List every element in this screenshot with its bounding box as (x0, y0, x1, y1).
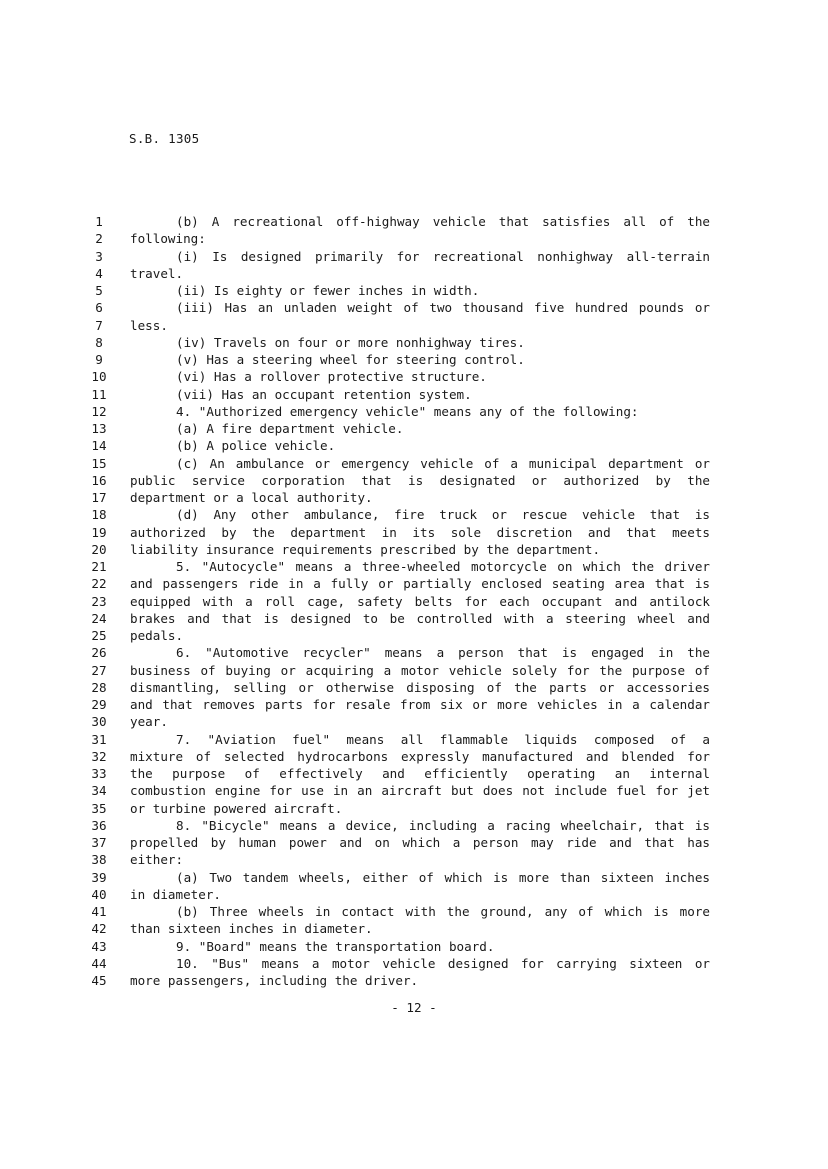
line-text: department or a local authority. (130, 490, 373, 505)
line-number: 23 (91, 593, 107, 609)
line-number: 9 (95, 352, 103, 367)
bill-text-body (0, 213, 828, 989)
text-line (0, 903, 828, 920)
line-text: pedals. (130, 628, 184, 643)
text-line (0, 748, 828, 765)
text-line (0, 489, 828, 506)
line-text: (vi) Has a rollover protective structure. (176, 369, 487, 385)
text-line (0, 575, 828, 592)
line-number: 28 (91, 679, 107, 695)
text-line (0, 351, 828, 368)
line-text: and that removes parts for resale from six or more vehicles in a calendar (130, 697, 710, 712)
line-text: either: (130, 852, 184, 868)
text-line (0, 472, 828, 489)
line-number: 26 (91, 645, 107, 661)
line-number: 4 (95, 265, 103, 281)
line-number: 27 (91, 662, 107, 678)
line-text: combustion engine for use in an aircraft but does not include fuel for jet (130, 783, 710, 799)
text-line (0, 817, 828, 834)
text-line (0, 403, 828, 420)
line-number: 15 (91, 455, 107, 471)
line-text: public service corporation that is designated or authorized by the (130, 472, 710, 488)
line-number: 3 (95, 248, 103, 264)
text-line (0, 834, 828, 851)
text-line (0, 455, 828, 472)
line-text: (v) Has a steering wheel for steering control. (176, 352, 525, 367)
text-line (0, 851, 828, 868)
bill-number-header: S.B. 1305 (129, 131, 200, 146)
text-line (0, 506, 828, 523)
line-text: (a) Two tandem wheels, either of which is more than sixteen inches (176, 869, 710, 885)
line-number: 43 (91, 938, 107, 954)
text-line (0, 869, 828, 886)
text-line (0, 386, 828, 403)
line-text: 6. "Automotive recycler" means a person that is engaged in the (176, 645, 710, 661)
text-line (0, 317, 828, 334)
text-line (0, 955, 828, 972)
line-number: 44 (91, 955, 107, 971)
text-line (0, 782, 828, 799)
line-number: 31 (91, 731, 107, 747)
line-number: 34 (91, 783, 107, 799)
text-line (0, 593, 828, 610)
line-number: 10 (91, 369, 107, 385)
page-number: - 12 - (391, 1000, 437, 1015)
text-line (0, 299, 828, 316)
text-line (0, 713, 828, 730)
line-number: 11 (91, 386, 107, 402)
text-line (0, 334, 828, 351)
line-number: 40 (91, 886, 107, 902)
line-number: 37 (91, 835, 107, 850)
line-number: 39 (91, 869, 107, 885)
line-number: 22 (91, 576, 107, 592)
text-line (0, 558, 828, 575)
text-line (0, 248, 828, 265)
line-text: (b) Three wheels in contact with the ground, any of which is more (176, 904, 710, 919)
text-line (0, 541, 828, 558)
line-number: 5 (95, 283, 103, 298)
text-line (0, 368, 828, 385)
line-text: 8. "Bicycle" means a device, including a racing wheelchair, that is (176, 817, 710, 833)
line-number: 45 (91, 973, 107, 988)
line-number: 35 (91, 800, 107, 816)
line-text: equipped with a roll cage, safety belts for each occupant and antilock (130, 593, 710, 609)
line-text: (iv) Travels on four or more nonhighway tires. (176, 334, 525, 350)
line-number: 24 (91, 610, 107, 626)
line-text: 7. "Aviation fuel" means all flammable liquids composed of a (176, 731, 710, 747)
line-number: 41 (91, 904, 107, 919)
line-text: the purpose of effectively and efficiently operating an internal (130, 766, 710, 781)
line-number: 2 (95, 231, 103, 247)
line-number: 21 (91, 559, 107, 574)
line-text: (b) A police vehicle. (176, 438, 336, 454)
line-number: 42 (91, 921, 107, 937)
line-text: (ii) Is eighty or fewer inches in width. (176, 283, 480, 298)
line-text: mixture of selected hydrocarbons expressly manufactured and blended for (130, 748, 710, 764)
text-line (0, 213, 828, 230)
line-text: dismantling, selling or otherwise disposing of the parts or accessories (130, 679, 710, 695)
line-text: less. (130, 317, 168, 333)
line-text: more passengers, including the driver. (130, 973, 419, 988)
line-number: 13 (91, 421, 107, 436)
text-line (0, 644, 828, 661)
text-line (0, 230, 828, 247)
line-number: 20 (91, 541, 107, 557)
line-text: authorized by the department in its sole discretion and that meets (130, 524, 710, 540)
text-line (0, 610, 828, 627)
text-line (0, 972, 828, 989)
line-text: business of buying or acquiring a motor vehicle solely for the purpose of (130, 662, 710, 678)
text-line (0, 765, 828, 782)
line-text: (iii) Has an unladen weight of two thousand five hundred pounds or (176, 300, 710, 316)
line-number: 12 (91, 403, 107, 419)
line-text: 5. "Autocycle" means a three-wheeled motorcycle on which the driver (176, 559, 710, 574)
line-number: 16 (91, 472, 107, 488)
text-line (0, 282, 828, 299)
line-number: 30 (91, 714, 107, 730)
text-line (0, 920, 828, 937)
line-number: 33 (91, 766, 107, 781)
text-line (0, 437, 828, 454)
line-text: (c) An ambulance or emergency vehicle of a municipal department or (176, 455, 710, 471)
line-text: 10. "Bus" means a motor vehicle designed for carrying sixteen or (176, 955, 710, 971)
text-line (0, 662, 828, 679)
line-number: 18 (91, 507, 107, 523)
line-text: in diameter. (130, 886, 221, 902)
text-line (0, 627, 828, 644)
line-number: 17 (91, 490, 107, 505)
text-line (0, 696, 828, 713)
line-number: 38 (91, 852, 107, 868)
line-number: 29 (91, 697, 107, 712)
line-text: (b) A recreational off-highway vehicle that satisfies all of the (176, 214, 710, 229)
line-number: 14 (91, 438, 107, 454)
line-number: 32 (91, 748, 107, 764)
text-line (0, 265, 828, 282)
text-line (0, 938, 828, 955)
line-text: (a) A fire department vehicle. (176, 421, 404, 436)
line-number: 36 (91, 817, 107, 833)
line-number: 6 (95, 300, 103, 316)
line-text: following: (130, 231, 206, 247)
line-text: than sixteen inches in diameter. (130, 921, 373, 937)
line-number: 8 (95, 334, 103, 350)
line-number: 19 (91, 524, 107, 540)
line-text: 9. "Board" means the transportation board. (176, 938, 495, 954)
line-text: year. (130, 714, 168, 730)
line-text: travel. (130, 265, 184, 281)
line-text: or turbine powered aircraft. (130, 800, 343, 816)
line-number: 7 (95, 317, 103, 333)
text-line (0, 420, 828, 437)
line-text: brakes and that is designed to be controlled with a steering wheel and (130, 610, 710, 626)
line-text: (i) Is designed primarily for recreational nonhighway all-terrain (176, 248, 710, 264)
line-text: propelled by human power and on which a person may ride and that has (130, 835, 710, 850)
line-text: (vii) Has an occupant retention system. (176, 386, 472, 402)
text-line (0, 679, 828, 696)
line-number: 25 (91, 628, 107, 643)
line-number: 1 (95, 214, 103, 229)
line-text: 4. "Authorized emergency vehicle" means any of the following: (176, 403, 639, 419)
line-text: liability insurance requirements prescribed by the department. (130, 541, 601, 557)
text-line (0, 524, 828, 541)
text-line (0, 800, 828, 817)
text-line (0, 886, 828, 903)
text-line (0, 731, 828, 748)
line-text: (d) Any other ambulance, fire truck or rescue vehicle that is (176, 507, 710, 523)
line-text: and passengers ride in a fully or partially enclosed seating area that is (130, 576, 710, 592)
